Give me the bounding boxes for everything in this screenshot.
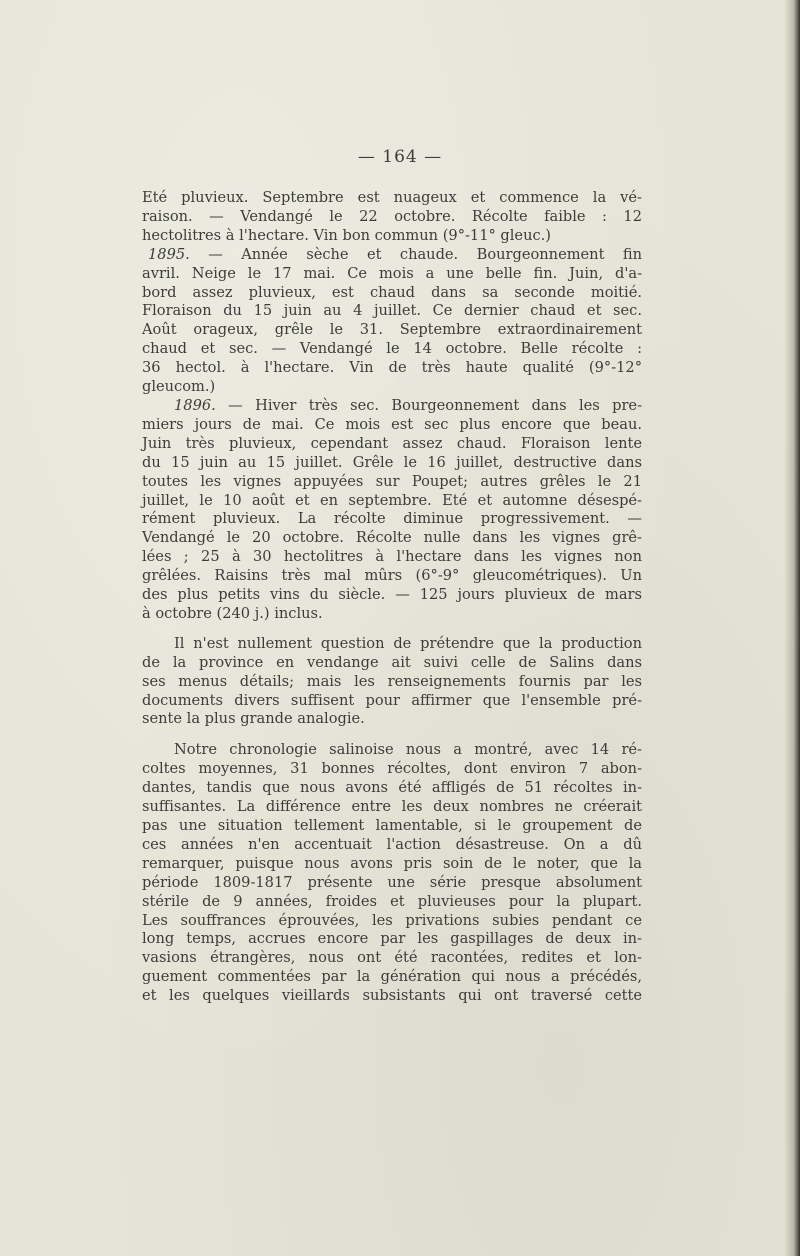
page-edge-shadow <box>784 0 800 1256</box>
page-number: — 164 — <box>357 147 443 167</box>
text-line: raison. — Vendangé le 22 octobre. Récolte faible : 12 <box>142 207 642 225</box>
paragraph-1894-continued <box>142 189 642 246</box>
text-line: à octobre (240 j.) inclus. <box>142 604 323 622</box>
text-line: ses menus détails; mais les renseignements fournis par les <box>142 672 642 690</box>
text-line: avril. Neige le 17 mai. Ce mois a une belle fin. Juin, d'a- <box>142 264 642 282</box>
year-marker: 1895. <box>148 245 190 263</box>
text-line: Vendangé le 20 octobre. Récolte nulle dans les vignes grê- <box>142 529 642 547</box>
text-line: Floraison du 15 juin au 4 juillet. Ce dernier chaud et sec. <box>142 302 642 320</box>
text-line: documents divers suffisent pour affirmer que l'ensemble pré- <box>142 691 642 709</box>
text-line: Les souffrances éprouvées, les privations subies pendant ce <box>142 911 642 929</box>
paragraph-1895 <box>142 246 642 397</box>
paragraph-chronology <box>142 741 642 1006</box>
text-line: chaud et sec. — Vendangé le 14 octobre. Belle récolte : <box>142 340 642 358</box>
text-line: bord assez pluvieux, est chaud dans sa seconde moitié. <box>142 283 642 301</box>
text-line: stérile de 9 années, froides et pluvieuses pour la plupart. <box>142 892 642 910</box>
text-line: vasions étrangères, nous ont été racontées, redites et lon- <box>142 949 642 967</box>
text-line: 1896. — Hiver très sec. Bourgeonnement dans les pre- <box>174 396 642 414</box>
paragraph-gap <box>142 729 642 741</box>
text-line: grêlées. Raisins très mal mûrs (6°-9° gleucométriques). Un <box>142 567 642 585</box>
text-line: Eté pluvieux. Septembre est nuageux et commence la vé- <box>142 189 642 206</box>
text-line: 1895. — Année sèche et chaude. Bourgeonnement fin <box>148 245 642 263</box>
text-line: et les quelques vieillards subsistants qui ont traversé cette <box>142 987 642 1005</box>
paragraph-gap <box>142 624 642 635</box>
text-line: long temps, accrues encore par les gaspillages de deux in- <box>142 930 642 948</box>
text-line: ces années n'en accentuait l'action désastreuse. On a dû <box>142 835 642 853</box>
text-line: Août orageux, grêle le 31. Septembre extraordinairement <box>142 321 642 339</box>
text-line: sente la plus grande analogie. <box>142 710 365 728</box>
text-line: de la province en vendange ait suivi celle de Salins dans <box>142 653 642 671</box>
paragraph-1896 <box>142 397 642 624</box>
text-line: miers jours de mai. Ce mois est sec plus encore que beau. <box>142 415 642 433</box>
text-line: coltes moyennes, 31 bonnes récoltes, dont environ 7 abon- <box>142 760 642 778</box>
body-text <box>142 189 642 1006</box>
text-line: toutes les vignes appuyées sur Poupet; autres grêles le 21 <box>142 472 642 490</box>
text-line: des plus petits vins du siècle. — 125 jours pluvieux de mars <box>142 586 642 604</box>
text-line: période 1809-1817 présente une série presque absolument <box>142 873 642 891</box>
text-line: Notre chronologie salinoise nous a montré, avec 14 ré- <box>174 741 642 759</box>
paragraph-province <box>142 635 642 730</box>
text-line: guement commentées par la génération qui nous a précédés, <box>142 968 642 986</box>
text-line: rément pluvieux. La récolte diminue progressivement. — <box>142 510 642 528</box>
text-line: dantes, tandis que nous avons été affligés de 51 récoltes in- <box>142 779 642 797</box>
text-line: Il n'est nullement question de prétendre que la production <box>174 634 642 652</box>
text-line: lées ; 25 à 30 hectolitres à l'hectare dans les vignes non <box>142 548 642 566</box>
text-line: hectolitres à l'hectare. Vin bon commun (9°-11° gleuc.) <box>142 226 551 244</box>
text-line: remarquer, puisque nous avons pris soin de le noter, que la <box>142 854 642 872</box>
text-line: juillet, le 10 août et en septembre. Eté et automne désespé- <box>142 491 642 509</box>
text-line: suffisantes. La différence entre les deux nombres ne créerait <box>142 798 642 816</box>
text-line: Juin très pluvieux, cependant assez chaud. Floraison lente <box>142 434 642 452</box>
year-marker: 1896. <box>174 396 216 414</box>
text-line: gleucom.) <box>142 378 216 396</box>
text-line: 36 hectol. à l'hectare. Vin de très haute qualité (9°-12° <box>142 359 642 377</box>
text-line: du 15 juin au 15 juillet. Grêle le 16 juillet, destructive dans <box>142 453 642 471</box>
text-line: pas une situation tellement lamentable, si le groupement de <box>142 817 642 834</box>
